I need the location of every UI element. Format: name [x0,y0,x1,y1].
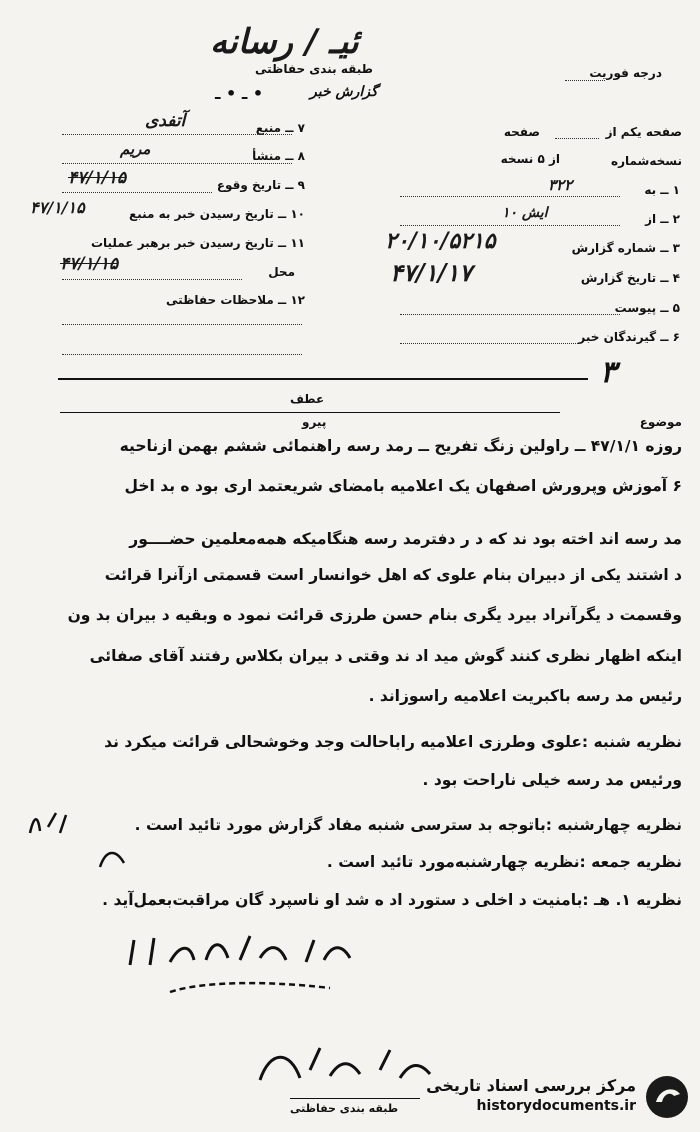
field-to-line [400,196,620,197]
subject-label: موضوع [639,415,682,429]
field-from-value: ۱۰ ایش [502,205,548,221]
form-title: گزارش خبر [310,84,378,100]
brand-name: مرکز بررسی اسناد تاریخی [426,1076,636,1095]
body-line: د اشتند یکی از دبیران بنام علوی که اهل خوانسار است قسمتی ازآنرا قرائت [104,566,682,584]
field-attachment-line [400,314,620,315]
field-from-label: ۲ ــ از [645,212,680,226]
field-recipients-label: ۶ ــ گیرندگان خبر [578,330,680,344]
field-copy-label: نسخه‌شماره [611,154,682,168]
brand-watermark [392,1072,692,1124]
reference-atf-label: عطف [290,392,325,406]
field-page-label: صفحه یکم از [605,125,682,139]
notes-line-1 [62,324,302,325]
field-security-notes-label: ۱۲ ــ ملاحظات حفاظتی [166,293,305,307]
brand-logo-icon [644,1074,690,1120]
body-line: وقسمت د یگرآنراد بیرد یگری بنام حسن طرزی قرائت نمود ه وبقیه د بیران بد ون [67,606,682,624]
opinion-line: نظریه چهارشنبه :باتوجه بد سترسی شنبه مفاد گزارش مورد تائید است . [134,816,682,834]
body-line: رئیس مد رسه باکبریت اعلامیه راسوزاند . [368,687,682,705]
field-arrival-source-value: ۴۷/۱/۱۵ [30,198,85,217]
field-place-value: ۴۷/۱/۱۵ [60,254,119,274]
handwritten-check-marks [20,805,130,875]
field-attachment-label: ۵ ــ پیوست [614,301,680,315]
reference-line [60,412,560,413]
field-recipients-line [400,343,580,344]
body-line: روزه ۴۷/۱/۱ ــ راولین زنگ تفریح ــ رمد رسه راهنمائی ششم بهمن ازناحیه [119,437,682,455]
field-arrival-source-label: ۱۰ ــ تاریخ رسیدن خبر به منبع [129,207,305,221]
body-line: ۶ آموزش وپرورش اصفهان یک اعلامیه بامضای شریعتمد اری بود ه بد اخل [124,477,682,495]
field-arrival-leader-label: ۱۱ ــ تاریخ رسیدن خبر برهبر عملیات [90,236,305,250]
field-from-line [400,225,620,226]
opinion-line: ورئیس مد رسه خیلی ناراحت بود . [422,771,682,789]
handwritten-header-scribble: ئیـ / رسانه [210,22,359,62]
field-report-date-value: ۴۷/۱/۱۷ [390,258,472,287]
opinion-line: نظریه شنبه :علوی وطرزی اعلامیه راباحالت وجد وخوشحالی قرائت میکرد ند [104,733,682,751]
field-place-line [62,279,242,280]
priority-label: درجه فوریت [589,66,662,80]
opinion-line: نظریه جمعه :نظریه چهارشنبه‌مورد تائید است . [326,853,682,871]
priority-dots [565,80,605,81]
body-line: اینکه اظهار نظری کنند گوش مید اد ند وقتی د بیران بکلاس رفتند آقای صفائی [89,647,682,665]
field-source-value: آتفدی [145,111,186,131]
opinion-line: نظریه ۱. هـ :بامنیت د اخلی د ستورد اد ه شد او ناسپرد گان مراقبت‌بعمل‌آید . [102,891,682,909]
field-source-line [62,134,292,135]
field-event-date-label: ۹ ــ تاریخ وقوع [216,178,305,192]
field-event-date-value: ۴۷/۱/۱۵ [68,168,127,188]
handwritten-subject-mark: ۳ [600,355,617,390]
notes-line-2 [62,354,302,355]
reference-peyro-label: پیرو [302,415,327,429]
header-separator [58,378,588,380]
field-source-label: ۷ ــ منبع [255,121,305,135]
field-to-label: ۱ ــ به [644,183,680,197]
footer-classification: طبقه بندی حفاظتی [290,1102,399,1115]
field-origin-label: ۸ ــ منشأ [252,149,305,163]
body-line: مد رسه اند اخته بود ند که د ر دفترمد رسه هنگامیکه همه‌معلمین حضــــور [129,530,682,548]
field-report-number-label: ۳ ــ شماره گزارش [571,241,680,255]
brand-url: historydocuments.ir [476,1098,636,1114]
field-page-value: صفحه [503,125,540,139]
field-origin-line [62,163,292,164]
field-to-value: ۳۲۲ [548,176,573,194]
classification-header: طبقه بندی حفاظتی [255,62,373,76]
header-dash-marks: ـ • ـ • [215,84,264,103]
field-place-label: محل [268,265,295,279]
field-page-dots [555,138,599,139]
field-report-date-label: ۴ ــ تاریخ گزارش [580,271,680,285]
field-event-date-line [62,192,212,193]
field-copy-value: از ۵ نسخه [500,152,560,166]
field-origin-value: مریم [120,140,151,158]
handwritten-note [110,930,370,1010]
field-report-number-value: ۲۰/۱۰/۵۲۱۵ [385,228,496,254]
